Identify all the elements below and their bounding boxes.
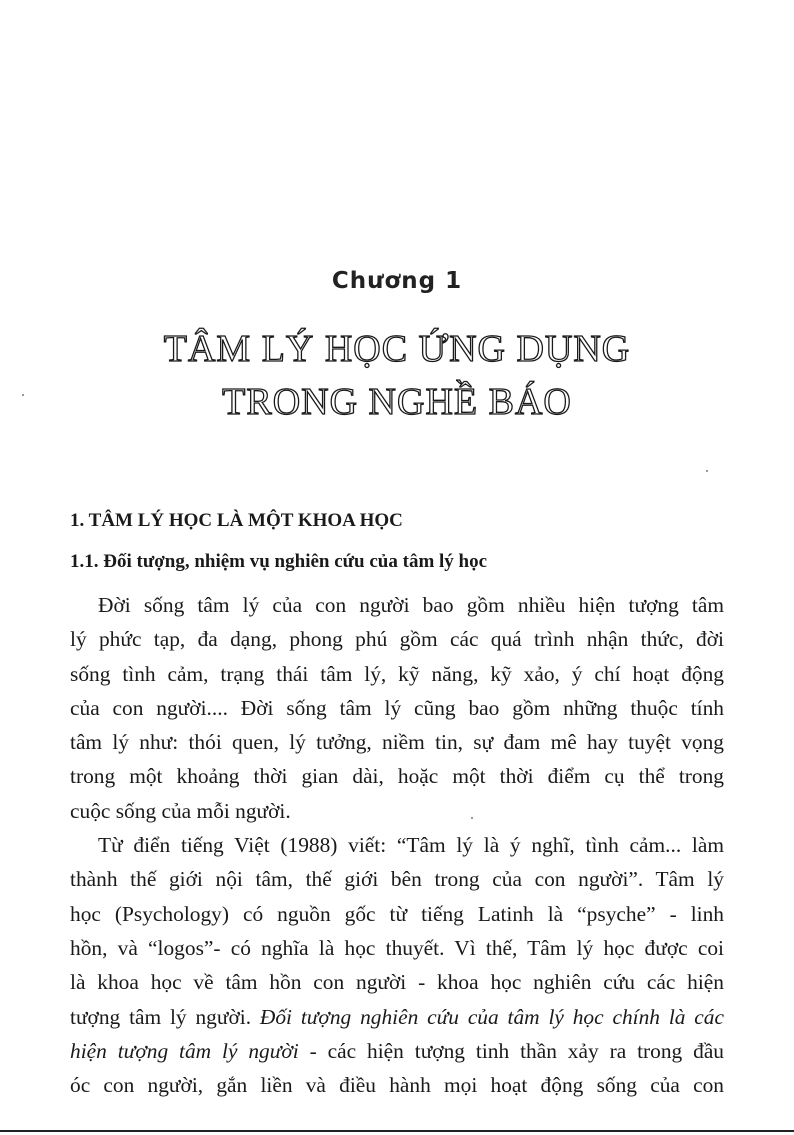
paragraph-1-line: lý phức tạp, đa dạng, phong phú gồm các quá trình nhận thức, đời xyxy=(70,627,724,652)
body-text xyxy=(70,588,724,1102)
paragraph-2-line: là khoa học về tâm hồn con người - khoa học nghiên cứu các hiện xyxy=(70,970,724,995)
subsection-heading: 1.1. Đối tượng, nhiệm vụ nghiên cứu của tâm lý học xyxy=(70,551,488,572)
chapter-label: Chương 1 xyxy=(331,268,463,294)
scan-speck xyxy=(22,394,24,396)
paragraph-2-line: óc con người, gắn liền và điều hành mọi hoạt động sống của con xyxy=(70,1073,724,1098)
chapter-title-line-2: TRONG NGHỀ BÁO xyxy=(222,381,572,423)
line-italic-text: Đối tượng nghiên cứu của tâm lý học chính là các xyxy=(259,1004,724,1029)
paragraph-2-line: Từ điển tiếng Việt (1988) viết: “Tâm lý là ý nghĩ, tình cảm... làm xyxy=(98,833,724,858)
line-plain-text: tượng tâm lý người. xyxy=(70,1004,260,1029)
chapter-title-line-1: TÂM LÝ HỌC ỨNG DỤNG xyxy=(163,328,631,370)
paragraph-1-line: sống tình cảm, trạng thái tâm lý, kỹ năng, kỹ xảo, ý chí hoạt động xyxy=(70,661,724,686)
line-italic-text: hiện tượng tâm lý người xyxy=(70,1038,299,1063)
paragraph-1-line: Đời sống tâm lý của con người bao gồm nhiều hiện tượng tâm xyxy=(98,593,724,617)
scan-speck xyxy=(706,470,708,472)
paragraph-1-line: của con người.... Đời sống tâm lý cũng bao gồm những thuộc tính xyxy=(70,695,724,720)
paragraph-1-line: trong một khoảng thời gian dài, hoặc một thời điểm cụ thể trong xyxy=(70,764,724,789)
scan-speck xyxy=(471,817,473,819)
section-heading: 1. TÂM LÝ HỌC LÀ MỘT KHOA HỌC xyxy=(70,510,403,531)
paragraph-2-line xyxy=(70,1034,724,1068)
paragraph-2-line: học (Psychology) có nguồn gốc từ tiếng Latinh là “psyche” - linh xyxy=(70,901,724,926)
paragraph-1-line: tâm lý như: thói quen, lý tưởng, niềm tin, sự đam mê hay tuyệt vọng xyxy=(70,730,724,755)
paragraph-2-line xyxy=(70,1000,724,1034)
paragraph-2-line: hồn, và “logos”- có nghĩa là học thuyết. Vì thế, Tâm lý học được coi xyxy=(70,935,724,960)
paragraph-2-line: thành thế giới nội tâm, thế giới bên trong của con người”. Tâm lý xyxy=(70,867,724,892)
paragraph-1-line: cuộc sống của mỗi người. xyxy=(70,798,291,823)
page-bottom-rule xyxy=(0,1130,794,1132)
line-plain-text: - các hiện tượng tinh thần xảy ra trong đầu xyxy=(298,1038,725,1063)
